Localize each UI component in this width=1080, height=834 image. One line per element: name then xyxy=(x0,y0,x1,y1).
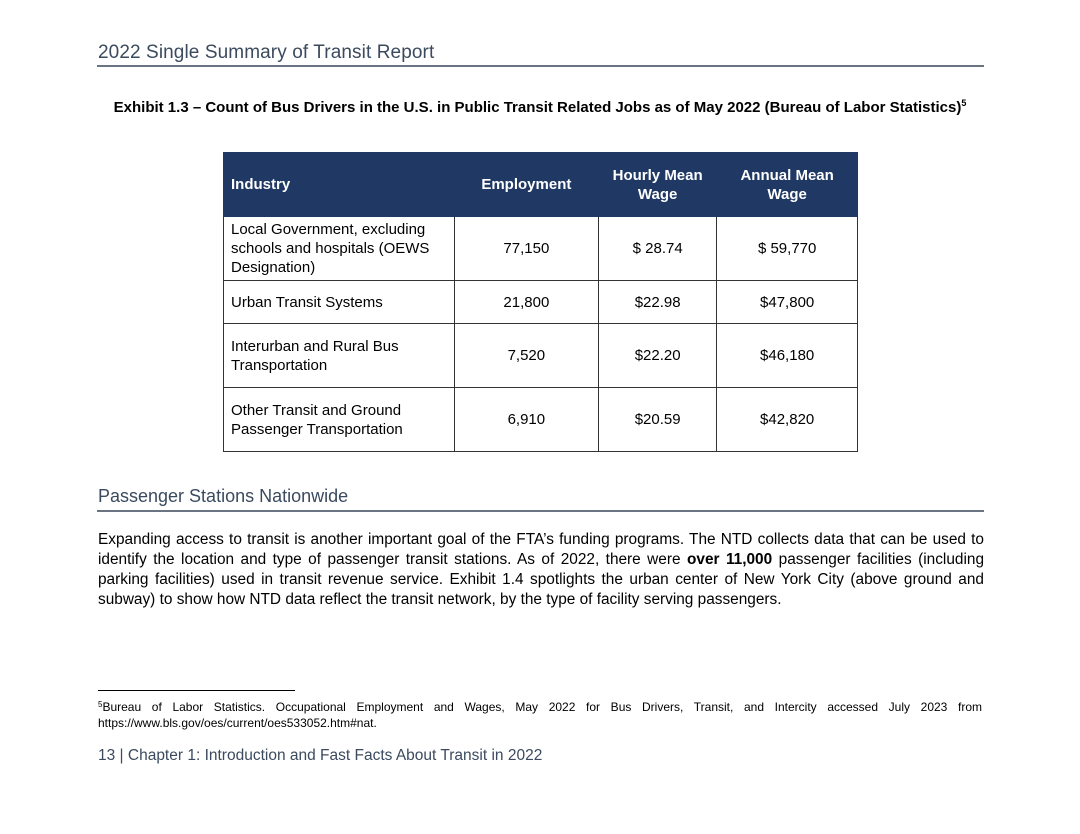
body-paragraph xyxy=(98,530,984,610)
cell-hourly-wage: $20.59 xyxy=(599,388,717,452)
exhibit-title xyxy=(108,98,972,117)
table-row xyxy=(224,324,858,388)
cell-hourly-wage: $22.20 xyxy=(599,324,717,388)
footnote xyxy=(98,699,982,731)
exhibit-title-text: Exhibit 1.3 – Count of Bus Drivers in the U.S. in Public Transit Related Jobs as of May 2022 (Bureau of Labor Statistics) xyxy=(113,99,962,116)
cell-industry: Urban Transit Systems xyxy=(224,281,455,324)
cell-hourly-wage: $ 28.74 xyxy=(599,217,717,281)
paragraph-bold-count: over 11,000 xyxy=(687,551,773,568)
footnote-number: 5 xyxy=(98,700,103,709)
report-header-title: 2022 Single Summary of Transit Report xyxy=(98,42,435,63)
section-divider xyxy=(97,510,984,512)
cell-employment: 21,800 xyxy=(454,281,598,324)
cell-industry: Interurban and Rural Bus Transportation xyxy=(224,324,455,388)
cell-annual-wage: $ 59,770 xyxy=(717,217,858,281)
column-header-industry: Industry xyxy=(224,153,455,217)
cell-annual-wage: $46,180 xyxy=(717,324,858,388)
table-row xyxy=(224,281,858,324)
paragraph-text-start: Expanding access to transit is another important goal of the FTA’s funding programs. The NTD collects data that can be used to identify the location and type of passenger transit stations. As of 2022, there were xyxy=(98,531,984,568)
cell-employment: 7,520 xyxy=(454,324,598,388)
column-header-annual-wage: Annual Mean Wage xyxy=(717,153,858,217)
footnote-divider xyxy=(98,690,295,691)
table-row xyxy=(224,388,858,452)
cell-employment: 77,150 xyxy=(454,217,598,281)
table-header-row xyxy=(224,153,858,217)
cell-annual-wage: $47,800 xyxy=(717,281,858,324)
cell-employment: 6,910 xyxy=(454,388,598,452)
cell-annual-wage: $42,820 xyxy=(717,388,858,452)
cell-hourly-wage: $22.98 xyxy=(599,281,717,324)
cell-industry: Local Government, excluding schools and hospitals (OEWS Designation) xyxy=(224,217,455,281)
cell-industry: Other Transit and Ground Passenger Transportation xyxy=(224,388,455,452)
section-heading: Passenger Stations Nationwide xyxy=(98,486,349,506)
header-divider xyxy=(97,65,984,67)
exhibit-footnote-ref: 5 xyxy=(961,98,967,108)
page-footer: 13 | Chapter 1: Introduction and Fast Facts About Transit in 2022 xyxy=(98,747,543,764)
footnote-text: Bureau of Labor Statistics. Occupational Employment and Wages, May 2022 for Bus Drivers, Transit, and Intercity accessed July 2023 from https://www.bls.gov/oes/current/oes533052.htm#nat. xyxy=(98,700,982,730)
table-row xyxy=(224,217,858,281)
paragraph-text-end: passenger facilities (including parking facilities) used in transit revenue service. Exhibit 1.4 spotlights the urban center of New York City (above ground and subway) to show how NTD data reflect the transit network, by the type of facility serving passengers. xyxy=(98,551,984,608)
column-header-hourly-wage: Hourly Mean Wage xyxy=(599,153,717,217)
column-header-employment: Employment xyxy=(454,153,598,217)
bus-drivers-table xyxy=(223,152,858,452)
